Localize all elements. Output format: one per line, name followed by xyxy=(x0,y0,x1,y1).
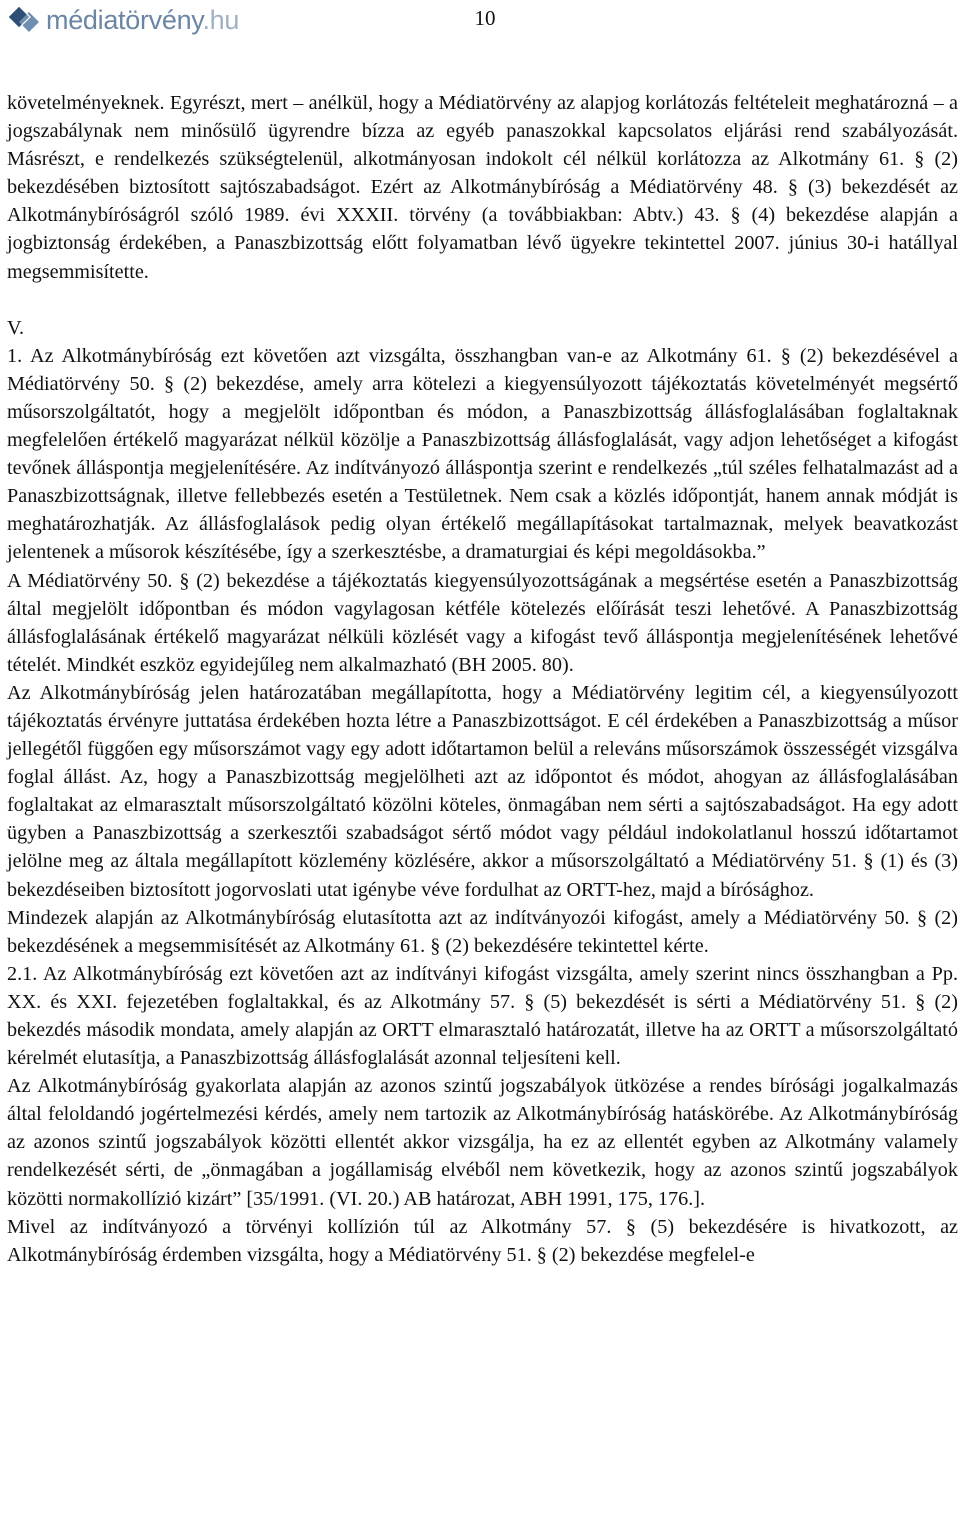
paragraph: követelményeknek. Egyrészt, mert – anélkül, hogy a Médiatörvény az alapjog korlátozás feltételeit meghatározná – a jogszabálynak nem minősülő ügyrendre bízza az egyéb panaszokkal kapcsolatos eljárási rend szabályozását. Másrészt, e rendelkezés szükségtelenül, alkotmányosan indokolt cél nélkül korlátozza az Alkotmány 61. § (2) bekezdésében biztosított sajtószabadságot. Ezért az Alkotmánybíróság a Médiatörvény 48. § (3) bekezdését az Alkotmánybíróságról szóló 1989. évi XXXII. törvény (a továbbiakban: Abtv.) 43. § (4) bekezdése alapján a jogbiztonság érdekében, a Panaszbizottság előtt folyamatban lévő ügyekre tekintettel 2007. június 30-i hatállyal megsemmisítette. xyxy=(7,92,958,283)
document-body xyxy=(7,89,958,1269)
page-number: 10 xyxy=(474,6,496,30)
logo-text xyxy=(46,4,239,36)
paragraph: Mivel az indítványozó a törvényi kollízión túl az Alkotmány 57. § (5) bekezdésére is hivatkozott, az Alkotmánybíróság érdemben vizsgálta, hogy a Médiatörvény 51. § (2) bekezdése megfelel-e xyxy=(7,1215,958,1266)
paragraph: A Médiatörvény 50. § (2) bekezdése a tájékoztatás kiegyensúlyozottságának a megsértése esetén a Panaszbizottság által megjelölt időpontban és módon vagylagosan kétféle kötelezés előírását teszi lehetővé. A Panaszbizottság állásfoglalásának értékelő magyarázat nélküli közlését vagy a kifogást tevő álláspontja megjelenítésének lehetővé tételét. Mindkét eszköz egyidejűleg nem alkalmazható (BH 2005. 80). xyxy=(7,569,958,676)
diamond-logo-icon xyxy=(6,4,42,36)
paragraph: 1. Az Alkotmánybíróság ezt követően azt vizsgálta, összhangban van-e az Alkotmány 61. § (2) bekezdésével a Médiatörvény 50. § (2) bekezdése, amely arra kötelezi a kiegyensúlyozott tájékoztatás követelményét megsértő műsorszolgáltatót, hogy a megjelölt időpontban és módon, a Panaszbizottság állásfoglalásában foglaltaknak megfelelően értékelő magyarázat nélkül közölje a Panaszbizottság állásfoglalását, vagy adjon lehetőséget a kifogást tevőnek álláspontja megjelenítésére. Az indítványozó álláspontja szerint e rendelkezés „túl széles felhatalmazást ad a Panaszbizottságnak, illetve fellebbezés esetén a Testületnek. Nem csak a közlés időpontját, hanem annak módját is meghatározhatják. Az állásfoglalások pedig olyan értékelő megállapításokat tartalmaznak, melyek beavatkozást jelentenek a műsorok készítésébe, így a szerkesztésbe, a dramaturgiai és képi megoldásokba.” xyxy=(7,344,958,564)
site-logo xyxy=(6,4,239,36)
logo-tld: .hu xyxy=(202,5,240,35)
paragraph: 2.1. Az Alkotmánybíróság ezt követően azt az indítványi kifogást vizsgálta, amely szerint nincs összhangban a Pp. XX. és XXI. fejezetében foglaltakkal, és az Alkotmány 57. § (5) bekezdését is sérti a Médiatörvény 51. § (2) bekezdés második mondata, amely alapján az ORTT elmarasztaló határozatát, illetve ha az ORTT a műsorszolgáltató kérelmét elutasítja, a Panaszbizottság állásfoglalását azonnal teljesíteni kell. xyxy=(7,962,958,1070)
paragraph: Mindezek alapján az Alkotmánybíróság elutasította azt az indítványozói kifogást, amely a Médiatörvény 50. § (2) bekezdésének a megsemmisítését az Alkotmány 61. § (2) bekezdésére tekintettel kérte. xyxy=(7,906,958,957)
paragraph: Az Alkotmánybíróság jelen határozatában megállapította, hogy a Médiatörvény legitim cél, a kiegyensúlyozott tájékoztatás érvényre juttatása érdekében hozta létre a Panaszbizottságot. E cél érdekében a Panaszbizottság a műsor jellegétől függően egy műsorszámot vagy egy adott időtartamon belül a releváns műsorszámok összességét vizsgálva foglal állást. Az, hogy a Panaszbizottság megjelölheti azt az időpontot és módot, ahogyan az állásfoglalásában foglaltakat az elmarasztalt műsorszolgáltató közölni köteles, önmagában nem sérti a sajtószabadságot. Ha egy adott ügyben a Panaszbizottság a szerkesztői szabadságot sértő módot vagy például indokolatlanul hosszú időtartamot jelölne meg az általa megállapított közlemény közlésére, akkor a műsorszolgáltató a Médiatörvény 51. § (1) és (3) bekezdéseiben biztosított jogorvoslati utat igénybe véve fordulhat az ORTT-hez, majd a bírósághoz. xyxy=(7,681,958,901)
page-header xyxy=(0,0,960,40)
logo-name: médiatörvény xyxy=(46,5,203,35)
section-heading: V. xyxy=(7,316,25,339)
paragraph: Az Alkotmánybíróság gyakorlata alapján az azonos szintű jogszabályok ütközése a rendes bírósági jogalkalmazás által feloldandó jogértelmezési kérdés, amely nem tartozik az Alkotmánybíróság hatáskörébe. Az Alkotmánybíróság az azonos szintű jogszabályok közötti ellentét akkor vizsgálja, ha ez az ellentét egyben az Alkotmány valamely rendelkezését sérti, de „önmagában a jogállamiság elvéből nem következik, hogy az azonos szintű jogszabályok közötti normakollízió kizárt” [35/1991. (VI. 20.) AB határozat, ABH 1991, 175, 176.]. xyxy=(7,1075,958,1210)
